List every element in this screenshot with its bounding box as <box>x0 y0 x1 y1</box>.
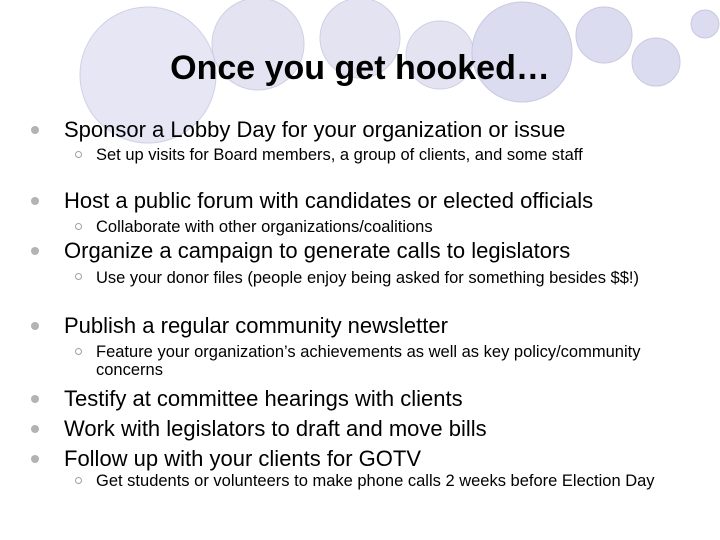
deco-circle-8 <box>691 10 719 38</box>
bullet-dot <box>31 197 39 205</box>
bullet-public-forum: Host a public forum with candidates or elected officials <box>64 188 594 213</box>
bullet-gotv: Follow up with your clients for GOTV <box>64 446 422 471</box>
bullet-dot <box>31 247 39 255</box>
sub-bullet-newsletter: Feature your organization’s achievements as well as key policy/community concerns <box>96 343 641 379</box>
sub-bullet-ring <box>75 477 82 484</box>
bullet-testify: Testify at committee hearings with clients <box>64 386 463 411</box>
bullet-dot <box>31 322 39 330</box>
sub-bullet-call-campaign: Use your donor files (people enjoy being asked for something besides $$!) <box>96 269 639 287</box>
sub-bullet-lobby-day: Set up visits for Board members, a group of clients, and some staff <box>96 146 583 164</box>
bullet-dot <box>31 455 39 463</box>
sub-bullet-ring <box>75 348 82 355</box>
sub-bullet-ring <box>75 151 82 158</box>
bullet-dot <box>31 425 39 433</box>
sub-bullet-gotv: Get students or volunteers to make phone calls 2 weeks before Election Day <box>96 472 655 490</box>
sub-bullet-ring <box>75 223 82 230</box>
bullet-lobby-day: Sponsor a Lobby Day for your organization or issue <box>64 117 566 142</box>
slide-title: Once you get hooked… <box>170 49 550 87</box>
sub-bullet-public-forum: Collaborate with other organizations/coalitions <box>96 218 433 236</box>
bullet-dot <box>31 395 39 403</box>
bullet-draft-bills: Work with legislators to draft and move bills <box>64 416 487 441</box>
bullet-newsletter: Publish a regular community newsletter <box>64 313 448 338</box>
bullet-call-campaign: Organize a campaign to generate calls to legislators <box>64 238 571 263</box>
bullet-dot <box>31 126 39 134</box>
sub-bullet-ring <box>75 273 82 280</box>
